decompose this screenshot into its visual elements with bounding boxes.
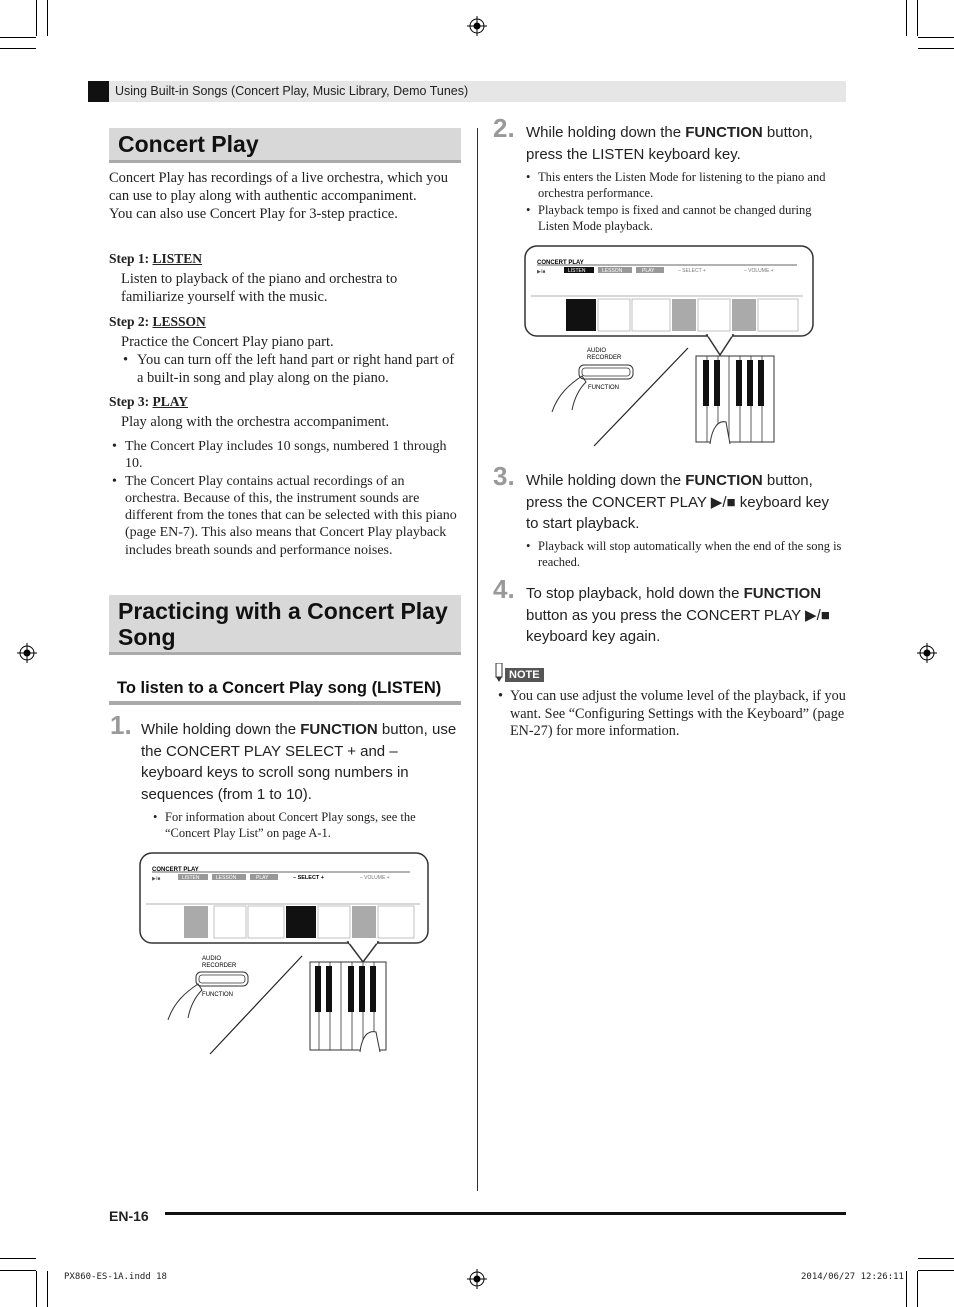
keyboard-panel-illustration xyxy=(522,244,818,449)
step-number: 4. xyxy=(493,574,515,604)
panel-lesson: LESSON xyxy=(216,875,237,881)
section-title: Concert Play xyxy=(118,131,259,157)
label-function: FUNCTION xyxy=(202,992,233,998)
panel-concert-play: CONCERT PLAY xyxy=(537,260,584,266)
keyboard-panel-illustration xyxy=(138,852,430,1062)
subheading: To listen to a Concert Play song (LISTEN) xyxy=(117,679,442,697)
crop-mark xyxy=(918,37,954,38)
running-header xyxy=(88,81,846,102)
crop-mark xyxy=(918,1270,954,1271)
header-block xyxy=(88,81,109,102)
step-2-block: Step 2: LESSON Practice the Concert Play piano part. • You can turn off the left hand part or right hand part of a built-in song and play along on the piano. xyxy=(109,313,464,387)
step-number: 1. xyxy=(110,710,132,740)
step-2-name: LESSON xyxy=(152,314,206,329)
crop-mark xyxy=(36,1271,37,1307)
registration-mark-icon xyxy=(467,16,487,36)
crop-mark xyxy=(918,1258,954,1259)
section-concert-play xyxy=(109,128,461,163)
step-1-block xyxy=(109,250,461,306)
panel-select: – SELECT + xyxy=(293,875,325,881)
step-number: 3. xyxy=(493,461,515,491)
step-1-name: LISTEN xyxy=(152,251,203,266)
crop-mark xyxy=(0,48,36,49)
panel-concert-play: CONCERT PLAY xyxy=(152,867,199,873)
crop-mark xyxy=(0,1258,36,1259)
footer-rule xyxy=(165,1212,846,1215)
step-3-instruction: While holding down the FUNCTION button, press the CONCERT PLAY ▶/■ keyboard key to start playback. xyxy=(526,472,829,532)
step-1-bullet: • For information about Concert Play songs, see the “Concert Play List” on page A-1. xyxy=(153,810,416,840)
slug-date: 2014/06/27 12:26:11 xyxy=(801,1272,904,1282)
header-title: Using Built-in Songs (Concert Play, Music Library, Demo Tunes) xyxy=(115,84,469,98)
section-title: Practicing with a Concert Play Song xyxy=(118,598,448,650)
crop-mark xyxy=(47,1271,48,1307)
crop-mark xyxy=(917,1271,918,1307)
step-4-instruction: To stop playback, hold down the FUNCTION button as you press the CONCERT PLAY ▶/■ keyboard key again. xyxy=(526,585,830,645)
panel-play-stop: ▶/■ xyxy=(537,269,546,275)
label-audio: AUDIO xyxy=(587,348,607,354)
note-text: • You can use adjust the volume level of the playback, if you want. See “Configuring Settings with the Keyboard” (page EN-27) for more information. xyxy=(498,688,846,739)
column-divider xyxy=(477,128,478,1191)
panel-listen: LISTEN xyxy=(182,875,200,881)
bullet-item: This enters the Listen Mode for listening to the piano and orchestra performance. xyxy=(538,170,826,200)
subheading-rule xyxy=(109,701,461,705)
crop-mark xyxy=(918,48,954,49)
note-label: NOTE xyxy=(505,668,544,682)
registration-mark-icon xyxy=(467,1269,487,1289)
step-2-bullets: • This enters the Listen Mode for listening to the piano and orchestra performance. • Playback tempo is fixed and cannot be changed during Listen Mode playback. xyxy=(526,170,826,233)
intro-line-2: You can also use Concert Play for 3-step practice. xyxy=(109,206,398,222)
panel-play: PLAY xyxy=(642,268,655,274)
panel-listen: LISTEN xyxy=(568,268,586,274)
crop-mark xyxy=(906,0,907,36)
pencil-icon xyxy=(493,663,505,683)
crop-mark xyxy=(917,0,918,36)
step-2-instruction: While holding down the FUNCTION button, press the LISTEN keyboard key. xyxy=(526,124,813,163)
note-item: The Concert Play contains actual recordings of an orchestra. Because of this, the instrument sounds are different from the tones that can be selected with this piano (page EN-7). This also means that Concert Play playback includes breath sounds and performance noises. xyxy=(125,473,457,558)
step-3-desc: Play along with the orchestra accompaniment. xyxy=(121,414,390,430)
panel-play-stop: ▶/■ xyxy=(152,876,161,882)
step-3-name: PLAY xyxy=(152,394,189,409)
step-3-bullet: • Playback will stop automatically when the end of the song is reached. xyxy=(526,539,842,569)
panel-volume: – VOLUME + xyxy=(744,268,774,274)
label-recorder: RECORDER xyxy=(202,963,237,969)
step-3-prefix: Step 3: xyxy=(109,394,153,409)
notes-list: • The Concert Play includes 10 songs, numbered 1 through 10. • The Concert Play contains actual recordings of an orchestra. Because of this, the instrument sounds are different from the tones that can be selected with this piano (page EN-7). This also means that Concert Play playback includes breath sounds and performance noises. xyxy=(112,439,457,558)
step-1-prefix: Step 1: xyxy=(109,251,153,266)
step-2-prefix: Step 2: xyxy=(109,314,153,329)
step-2-bullet: You can turn off the left hand part or right hand part of a built-in song and play along on the piano. xyxy=(137,352,455,386)
page-number: EN-16 xyxy=(109,1208,149,1224)
crop-mark xyxy=(0,37,36,38)
panel-lesson: LESSON xyxy=(602,268,623,274)
section-practicing xyxy=(109,595,461,655)
step-1-instruction: While holding down the FUNCTION button, use the CONCERT PLAY SELECT + and – keyboard keys to scroll song numbers in sequences (from 1 to 10). xyxy=(141,721,457,803)
crop-mark xyxy=(36,0,37,36)
crop-mark xyxy=(47,0,48,36)
step-2-desc: Practice the Concert Play piano part. xyxy=(121,334,334,350)
crop-mark xyxy=(0,1270,36,1271)
label-function: FUNCTION xyxy=(588,385,619,391)
registration-mark-icon xyxy=(17,643,37,663)
registration-mark-icon xyxy=(917,643,937,663)
panel-select: – SELECT + xyxy=(678,268,706,274)
note-item: The Concert Play includes 10 songs, numbered 1 through 10. xyxy=(125,439,447,472)
step-number: 2. xyxy=(493,113,515,143)
intro-line-1: Concert Play has recordings of a live orchestra, which you can use to play along with authentic accompaniment. xyxy=(109,170,449,204)
label-recorder: RECORDER xyxy=(587,355,622,361)
intro-paragraph xyxy=(109,169,461,223)
label-audio: AUDIO xyxy=(202,956,222,962)
crop-mark xyxy=(906,1271,907,1307)
bullet-item: Playback tempo is fixed and cannot be changed during Listen Mode playback. xyxy=(538,203,812,233)
panel-play: PLAY xyxy=(256,875,269,881)
slug-file: PX860-ES-1A.indd 18 xyxy=(64,1272,167,1282)
step-1-desc: Listen to playback of the piano and orchestra to familiarize yourself with the music. xyxy=(121,271,398,305)
panel-volume: – VOLUME + xyxy=(360,875,390,881)
step-3-block xyxy=(109,393,461,431)
